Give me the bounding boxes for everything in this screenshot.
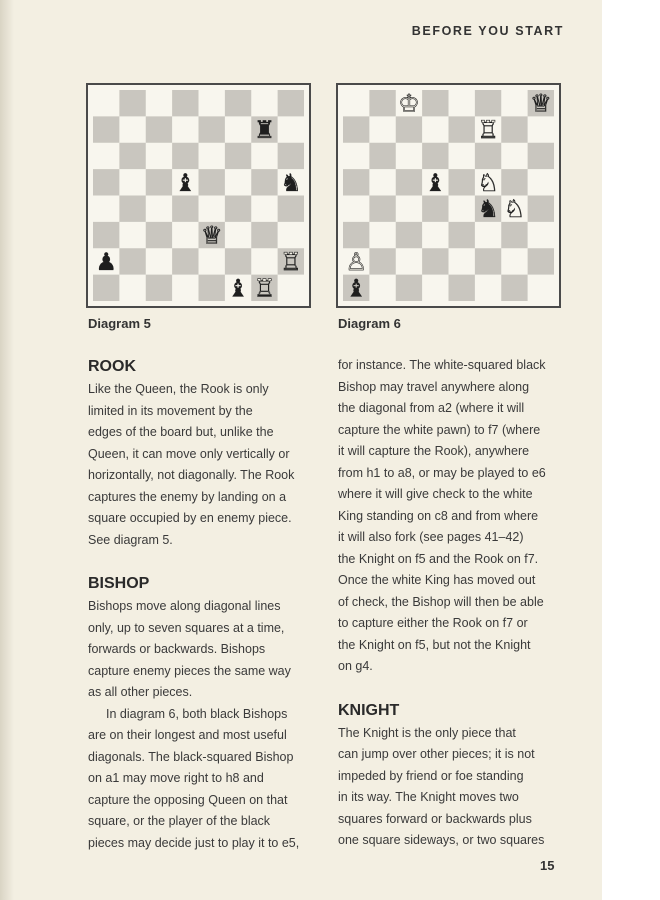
board-square (475, 275, 502, 301)
text-line: Bishops move along diagonal lines (88, 599, 281, 613)
bishop-paragraph (88, 596, 320, 704)
board-square (225, 116, 252, 143)
text-line: impeded by friend or foe standing (338, 768, 524, 783)
board-square (449, 248, 476, 275)
black-bishop-icon: ♝ (424, 167, 447, 197)
board-square (369, 222, 396, 249)
text-line: in its way. The Knight moves two (338, 790, 519, 804)
left-column (88, 355, 320, 854)
board-square (369, 116, 396, 143)
text-line: the diagonal from a2 (where it will (338, 401, 525, 415)
board-square (199, 143, 226, 170)
board-square (146, 222, 173, 249)
board-square (501, 116, 528, 143)
board-square (225, 169, 252, 196)
board-square (449, 90, 476, 117)
text-line: to capture either the Rook on f7 or (338, 616, 528, 630)
board-square (501, 169, 528, 196)
text-line: Queen, it can move only vertically or (88, 446, 290, 461)
white-queen-icon: ♕ (200, 220, 223, 250)
text-line: can jump over other pieces; it is not (338, 747, 535, 761)
white-rook-icon: ♖ (279, 246, 302, 276)
board-square (225, 196, 252, 223)
board-square (475, 90, 502, 117)
bishop-paragraph-2 (88, 704, 320, 855)
text-line: King standing on c8 and from where (338, 508, 539, 523)
board-square (172, 222, 199, 249)
board-square (449, 222, 476, 249)
diagram-5-board (86, 83, 311, 308)
board-square (501, 275, 528, 301)
board-square (146, 169, 173, 196)
board-square (422, 222, 449, 249)
black-knight-icon: ♞ (477, 194, 499, 224)
board-square (422, 90, 449, 117)
white-knight-icon: ♘ (503, 194, 526, 224)
black-rook-icon: ♜ (253, 115, 276, 145)
board-square (251, 196, 278, 223)
white-rook-icon: ♖ (477, 115, 499, 145)
text-line: from h1 to a8, or may be played to e6 (338, 465, 546, 480)
board-square (528, 222, 554, 249)
board-square (119, 169, 146, 196)
text-line: for instance. The white-squared black (338, 358, 546, 372)
board-square (172, 275, 199, 301)
text-line: are on their longest and most useful (88, 728, 287, 742)
board-square (199, 116, 226, 143)
right-column (338, 355, 570, 852)
board-square (343, 90, 370, 117)
board-square (119, 196, 146, 223)
text-line: capture the opposing Queen on that (88, 792, 288, 807)
white-king-icon: ♔ (398, 90, 420, 118)
board-square (501, 222, 528, 249)
chessboard-diagram-6 (343, 90, 554, 301)
text-line: where it will give check to the white (338, 487, 533, 501)
text-line: on a1 may move right to h8 and (88, 771, 264, 785)
knight-paragraph (338, 723, 570, 852)
board-square (369, 275, 396, 301)
board-square (449, 143, 476, 170)
board-square (449, 196, 476, 223)
text-line: square occupied by en enemy piece. (88, 511, 292, 525)
board-square (528, 248, 554, 275)
running-head: BEFORE YOU START (411, 24, 564, 38)
black-knight-icon: ♞ (279, 167, 302, 197)
diagram-6-caption: Diagram 6 (338, 316, 401, 331)
board-square (199, 196, 226, 223)
board-square (528, 275, 554, 301)
board-square (119, 90, 146, 117)
gutter-shadow (0, 0, 14, 900)
white-pawn-icon: ♙ (345, 246, 368, 276)
board-square (528, 169, 554, 196)
board-square (528, 143, 554, 170)
board-square (146, 116, 173, 143)
board-square (199, 248, 226, 275)
chessboard-diagram-5 (93, 90, 304, 301)
text-line: Once the white King has moved out (338, 573, 536, 587)
text-line: it will capture the Rook), anywhere (338, 444, 530, 458)
board-square (369, 196, 396, 223)
board-square (278, 222, 304, 249)
board-square (199, 275, 226, 301)
text-line: squares forward or backwards plus (338, 811, 532, 826)
rook-paragraph (88, 379, 320, 551)
black-pawn-icon: ♟ (95, 246, 118, 276)
board-square (119, 116, 146, 143)
black-bishop-icon: ♝ (345, 273, 368, 301)
board-square (396, 116, 423, 143)
board-square (251, 248, 278, 275)
board-square (343, 143, 370, 170)
text-line: of check, the Bishop will then be able (338, 594, 544, 609)
white-rook-icon: ♖ (253, 273, 276, 301)
board-square (369, 143, 396, 170)
board-square (225, 248, 252, 275)
board-square (93, 90, 120, 117)
board-square (343, 116, 370, 143)
board-square (225, 143, 252, 170)
board-square (93, 143, 120, 170)
board-square (278, 143, 304, 170)
board-square (251, 90, 278, 117)
board-square (396, 248, 423, 275)
board-square (369, 169, 396, 196)
text-line: the Knight on f5, but not the Knight (338, 637, 531, 652)
page-number: 15 (540, 858, 555, 873)
board-square (225, 90, 252, 117)
board-square (343, 222, 370, 249)
board-square (343, 169, 370, 196)
board-square (146, 248, 173, 275)
text-line: on g4. (338, 659, 373, 673)
diagram-6-board (336, 83, 561, 308)
text-line: one square sideways, or two squares (338, 833, 545, 847)
board-square (172, 196, 199, 223)
text-line: capture enemy pieces the same way (88, 663, 291, 678)
black-bishop-icon: ♝ (174, 167, 197, 197)
board-square (501, 248, 528, 275)
board-square (396, 275, 423, 301)
bishop-continued-paragraph (338, 355, 570, 678)
board-square (278, 275, 304, 301)
text-line: square, or the player of the black (88, 814, 271, 828)
board-square (146, 143, 173, 170)
board-square (93, 222, 120, 249)
page-margin-edge (602, 0, 660, 900)
board-square (93, 169, 120, 196)
board-square (528, 196, 554, 223)
board-square (199, 169, 226, 196)
text-line: as all other pieces. (88, 685, 193, 699)
board-square (119, 143, 146, 170)
board-square (475, 248, 502, 275)
text-line: only, up to seven squares at a time, (88, 620, 285, 635)
board-square (396, 196, 423, 223)
board-square (343, 196, 370, 223)
text-line: the Knight on f5 and the Rook on f7. (338, 551, 539, 566)
board-square (422, 196, 449, 223)
board-square (501, 143, 528, 170)
white-knight-icon: ♘ (477, 167, 499, 197)
board-square (369, 248, 396, 275)
board-square (422, 143, 449, 170)
board-square (396, 222, 423, 249)
board-square (422, 116, 449, 143)
black-bishop-icon: ♝ (227, 273, 249, 301)
bishop-heading: BISHOP (88, 575, 150, 592)
board-square (369, 90, 396, 117)
white-queen-icon: ♕ (529, 90, 552, 118)
text-line: capture the white pawn) to f7 (where (338, 422, 541, 437)
diagram-5-caption: Diagram 5 (88, 316, 151, 331)
text-line: it will also fork (see pages 41–42) (338, 530, 524, 544)
text-line: forwards or backwards. Bishops (88, 642, 266, 656)
board-square (422, 248, 449, 275)
board-square (172, 90, 199, 117)
board-square (528, 116, 554, 143)
board-square (278, 90, 304, 117)
board-square (475, 143, 502, 170)
board-square (422, 275, 449, 301)
board-square (172, 143, 199, 170)
board-square (278, 196, 304, 223)
text-line: See diagram 5. (88, 532, 173, 547)
text-line: edges of the board but, unlike the (88, 425, 274, 439)
text-line: pieces may decide just to play it to e5, (88, 835, 300, 850)
board-square (146, 275, 173, 301)
text-line: horizontally, not diagonally. The Rook (88, 468, 295, 482)
text-line: The Knight is the only piece that (338, 725, 516, 740)
board-square (251, 143, 278, 170)
board-square (119, 248, 146, 275)
board-square (172, 248, 199, 275)
board-square (501, 90, 528, 117)
board-square (449, 116, 476, 143)
text-line: Bishop may travel anywhere along (338, 379, 530, 394)
board-square (278, 116, 304, 143)
rook-heading: ROOK (88, 358, 136, 375)
knight-heading: KNIGHT (338, 701, 400, 719)
board-square (119, 222, 146, 249)
board-square (225, 222, 252, 249)
board-square (251, 222, 278, 249)
board-square (199, 90, 226, 117)
board-square (146, 90, 173, 117)
text-line: Like the Queen, the Rook is only (88, 382, 269, 396)
board-square (396, 169, 423, 196)
board-square (449, 275, 476, 301)
text-line: limited in its movement by the (88, 403, 253, 418)
board-square (119, 275, 146, 301)
board-square (93, 196, 120, 223)
board-square (172, 116, 199, 143)
text-line: captures the enemy by landing on a (88, 489, 287, 504)
text-line: In diagram 6, both black Bishops (106, 706, 288, 721)
board-square (475, 222, 502, 249)
board-square (396, 143, 423, 170)
board-square (449, 169, 476, 196)
board-square (251, 169, 278, 196)
board-square (93, 275, 120, 301)
board-square (93, 116, 120, 143)
board-square (146, 196, 173, 223)
text-line: diagonals. The black-squared Bishop (88, 749, 294, 764)
